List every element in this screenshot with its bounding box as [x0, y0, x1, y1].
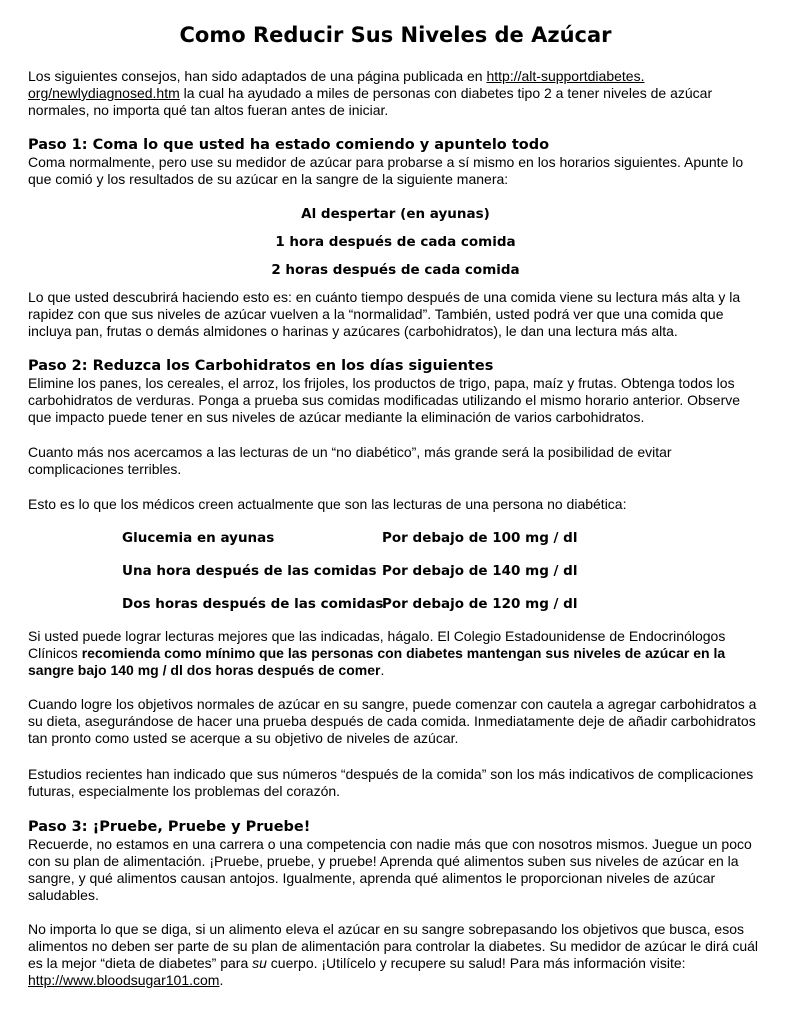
step2-para5: Cuando logre los objetivos normales de azúcar en su sangre, puede comenzar con cautela a agregar carbohidratos a su dieta, asegurándose de hacer una prueba después de cada comida. Inmediatamente deje de añadir carbohidratos tan pronto como usted se acerque a su objetivo de niveles de azúcar. — [28, 696, 757, 746]
step2-text: Elimine los panes, los cereales, el arroz, los frijoles, los productos de trigo, papa, maíz y frutas. Obtenga todos los carbohidratos de verduras. Ponga a prueba sus comidas modificadas utilizando el mismo horario anterior. Observe que impacto puede tener en sus niveles de azúcar mediante la eliminación de varios carbohidratos. — [28, 375, 741, 425]
intro-paragraph — [28, 68, 763, 119]
step2-para3: Esto es lo que los médicos creen actualmente que son las lecturas de una persona no diabética: — [28, 496, 627, 512]
step3-heading: Paso 3: ¡Pruebe, Pruebe y Pruebe! — [28, 819, 311, 835]
table-row — [122, 530, 578, 547]
page-title: Como Reducir Sus Niveles de Azúcar — [179, 23, 612, 47]
table-row — [122, 596, 578, 613]
alt-support-link[interactable]: http://alt-supportdiabetes. org/newlydiagnosed.htm — [28, 68, 645, 101]
time-item-fasting: Al despertar (en ayunas) — [301, 206, 490, 222]
bloodsugar101-link[interactable]: http://www.bloodsugar101.com — [28, 972, 220, 988]
time-item-2h: 2 horas después de cada comida — [271, 262, 520, 278]
step1-text: Coma normalmente, pero use su medidor de azúcar para probarse a sí mismo en los horarios siguientes. Apunte lo que comió y los resultados de su azúcar en la sangre de la siguiente manera: — [28, 154, 744, 187]
step2-para4: Si usted puede lograr lecturas mejores que las indicadas, hágalo. El Colegio Estadounidense de Endocrinólogos Clínicos recomienda como mínimo que las personas con diabetes mantengan sus niveles de azúcar en la sangre bajo 140 mg / dl dos horas después de comer. — [28, 628, 726, 678]
table-row — [122, 563, 578, 580]
step2-para2: Cuanto más nos acercamos a las lecturas de un “no diabético”, más grande será la posibilidad de evitar complicaciones terribles. — [28, 444, 672, 477]
emphasis-su: su — [252, 955, 267, 971]
step1-followup: Lo que usted descubrirá haciendo esto es: en cuánto tiempo después de una comida viene su lectura más alta y la rapidez con que sus niveles de azúcar vuelven a la “normalidad”. También, usted podrá ver que una comida que incluya pan, frutas o demás almidones o harinas y azúcares (carbohidratos), le dan una lectura más alta. — [28, 289, 741, 339]
row-value: Por debajo de 140 mg / dl — [382, 563, 578, 579]
final-paragraph: No importa lo que se diga, si un alimento eleva el azúcar en su sangre sobrepasando los objetivos que busca, esos alimentos no deben ser parte de su plan de alimentación para controlar la diabetes. Su medidor de azúcar le dirá cuál es la mejor “dieta de diabetes” para su cuerpo. ¡Utilícelo y recupere su salud! Para más información visite: http://www.bloodsugar101.com. — [28, 921, 758, 988]
recommendation-bold: recomienda como mínimo que las personas con diabetes mantengan sus niveles de azúcar en la sangre bajo 140 mg / dl dos horas después de comer — [28, 645, 726, 678]
time-item-1h: 1 hora después de cada comida — [275, 234, 516, 250]
step2-para6: Estudios recientes han indicado que sus números “después de la comida” son los más indicativos de complicaciones futuras, especialmente los problemas del corazón. — [28, 766, 754, 799]
step2-heading: Paso 2: Reduzca los Carbohidratos en los días siguientes — [28, 358, 494, 374]
step3-text: Recuerde, no estamos en una carrera o una competencia con nadie más que con nosotros mismos. Juegue un poco con su plan de alimentación. ¡Pruebe, pruebe, y pruebe! Aprenda qué alimentos suben sus niveles de azúcar en la sangre, y qué alimentos causan antojos. Igualmente, aprenda qué alimentos le proporcionan niveles de azúcar saludables. — [28, 836, 752, 903]
row-value: Por debajo de 120 mg / dl — [382, 596, 578, 612]
step1-heading: Paso 1: Coma lo que usted ha estado comiendo y apuntelo todo — [28, 137, 550, 153]
intro-text-end: la cual ha ayudado a miles de personas con diabetes tipo 2 a tener niveles de azúcar normales, no importa qué tan altos fueran antes de iniciar. — [28, 85, 713, 118]
row-label: Glucemia en ayunas — [122, 530, 275, 546]
row-label: Dos horas después de las comidas — [122, 596, 384, 612]
row-value: Por debajo de 100 mg / dl — [382, 530, 578, 546]
row-label: Una hora después de las comidas — [122, 563, 377, 579]
intro-text: Los siguientes consejos, han sido adaptados de una página publicada en — [28, 68, 487, 84]
